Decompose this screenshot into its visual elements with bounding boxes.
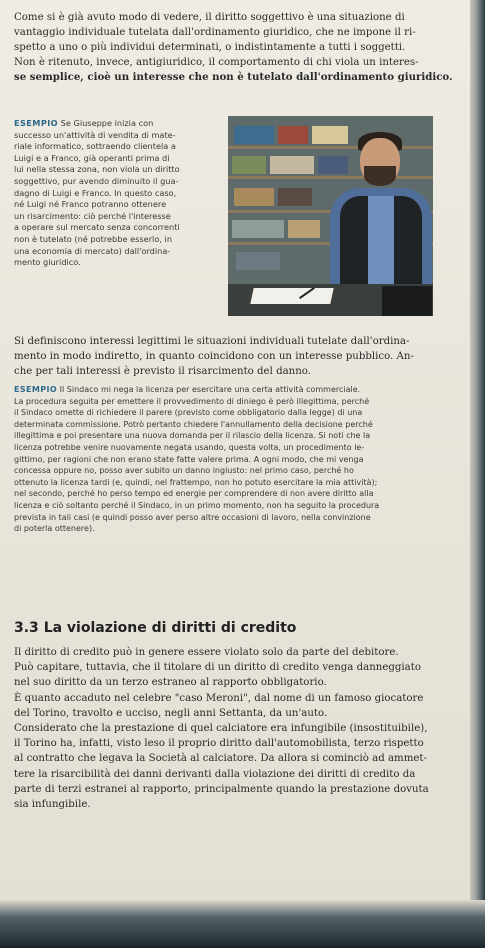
example-line: di poterla ottenere). <box>14 524 95 534</box>
example-line: gittimo, per ragioni che non erano state fatte valere prima. A ogni modo, che mi venga <box>14 454 364 464</box>
example-line: il Sindaco omette di richiedere il parere (previsto come obbligatorio dalla legge) di una <box>14 408 363 418</box>
example-line: una economia di mercato) dall'ordina- <box>14 245 171 256</box>
intro-line: Come si è già avuto modo di vedere, il diritto soggettivo è una situazione di <box>14 12 405 23</box>
example-label: ESEMPIO <box>14 385 58 394</box>
section-number: 3.3 <box>14 620 39 636</box>
example-label: ESEMPIO <box>14 118 59 128</box>
body-line: sia infungibile. <box>14 799 91 811</box>
body-line: Il diritto di credito può in genere essere violato solo da parte del debitore. <box>14 647 399 658</box>
intro-line: vantaggio individuale tutelata dall'ordinamento giuridico, che ne impone il ri- <box>14 27 416 38</box>
example-line: La procedura seguita per emettere il provvedimento di diniego è però illegittima, perché <box>14 396 370 406</box>
legittimi-line: che per tali interessi è previsto il risarcimento del danno. <box>14 366 311 377</box>
body-line: Può capitare, tuttavia, che il titolare di un diritto di credito venga danneggiato <box>14 662 421 674</box>
body-line: del Torino, travolto e ucciso, negli anni Settanta, da un'auto. <box>14 707 328 719</box>
section-heading <box>14 620 296 636</box>
example-line: Luigi e a Franco, già operanti prima di <box>14 152 170 163</box>
section-title: La violazione di diritti di credito <box>43 620 297 636</box>
intro-line: spetto a uno o più individui determinati, o indistintamente a tutti i soggetti. <box>14 42 406 53</box>
example-line: riale informatico, sottraendo clientela a <box>14 141 176 152</box>
example-line: lui nella stessa zona, non viola un diritto <box>14 164 180 175</box>
body-line: tere la risarcibilità dei danni derivanti dalla violazione dei diritti di credito da <box>14 768 416 780</box>
example-line: nel secondo, perché ho perso tempo ed energie per comprendere di non avere diritto alla <box>14 489 374 499</box>
example-line: ottenuto la licenza tardi (e, quindi, nel frattempo, non ho potuto esercitare la mia attività); <box>14 477 378 487</box>
example-line: né Luigi né Franco potranno ottenere <box>14 199 167 210</box>
example-line: ESEMPIO Il Sindaco mi nega la licenza per esercitare una certa attività commerciale. <box>14 385 361 394</box>
body-line: parte di terzi estranei al rapporto, principalmente quando la prestazione dovuta <box>14 783 429 795</box>
example-line: successo un'attività di vendita di mate- <box>14 129 176 140</box>
example-line: licenza potrebbe venire nuovamente negata usando, questa volta, un procedimento le- <box>14 442 365 452</box>
body-line: È quanto accaduto nel celebre "caso Meroni", dal nome di un famoso giocatore <box>14 692 424 704</box>
example-line: soggettivo, pur avendo diminuito il gua- <box>14 175 179 186</box>
example-line: licenza e ciò soltanto perché il Sindaco, in un primo momento, non ha seguito la procedura <box>14 500 380 510</box>
example-line: prevista in tali casi (e quindi posso aver perso altre occasioni di lavoro, nella convinzione <box>14 512 371 522</box>
body-line: al contratto che legava la Società al calciatore. Da allora si cominciò ad ammet- <box>14 753 427 765</box>
section-body <box>14 645 466 812</box>
example-line: dagno di Luigi e Franco. In questo caso, <box>14 187 177 198</box>
page-edge <box>470 0 485 948</box>
example-box-2 <box>14 384 466 535</box>
example-line: mento giuridico. <box>14 257 81 268</box>
intro-line: se semplice, cioè un interesse che non è tutelato dall'ordinamento giuridico. <box>14 71 453 83</box>
shopkeeper-photo <box>228 116 433 316</box>
example-line: ESEMPIO Se Giuseppe inizia con <box>14 118 154 128</box>
example-line: illegittima e poi presentare una nuova domanda per il rilascio della licenza. Si noti che la <box>14 431 371 441</box>
example-box-1 <box>14 118 224 269</box>
example-line: un risarcimento: ciò perché l'interesse <box>14 210 171 221</box>
example-line: determinata commissione. Potrò pertanto chiedere l'annullamento della decisione perché <box>14 419 373 429</box>
example-line: a operare sul mercato senza concorrenti <box>14 222 180 233</box>
example-line: concessa oppure no, posso aver subito un danno ingiusto: nel primo caso, perché ho <box>14 466 354 476</box>
legittimi-line: mento in modo indiretto, in quanto coincidono con un interesse pubblico. An- <box>14 351 414 362</box>
example-line: non è tutelato (né potrebbe esserlo, in <box>14 233 173 244</box>
body-line: Considerato che la prestazione di quel calciatore era infungibile (insostituibile), <box>14 723 428 735</box>
legittimi-line: Si definiscono interessi legittimi le situazioni individuali tutelate dall'ordina- <box>14 336 410 347</box>
intro-paragraph <box>14 10 464 85</box>
intro-line: Non è ritenuto, invece, antigiuridico, il comportamento di chi viola un interes- <box>14 57 419 68</box>
body-line: il Torino ha, infatti, visto leso il proprio diritto dall'automobilista, terzo rispetto <box>14 738 424 750</box>
bottom-shadow <box>0 900 485 948</box>
legittimi-paragraph <box>14 334 464 379</box>
body-line: nel suo diritto da un terzo estraneo al rapporto obbligatorio. <box>14 677 327 689</box>
